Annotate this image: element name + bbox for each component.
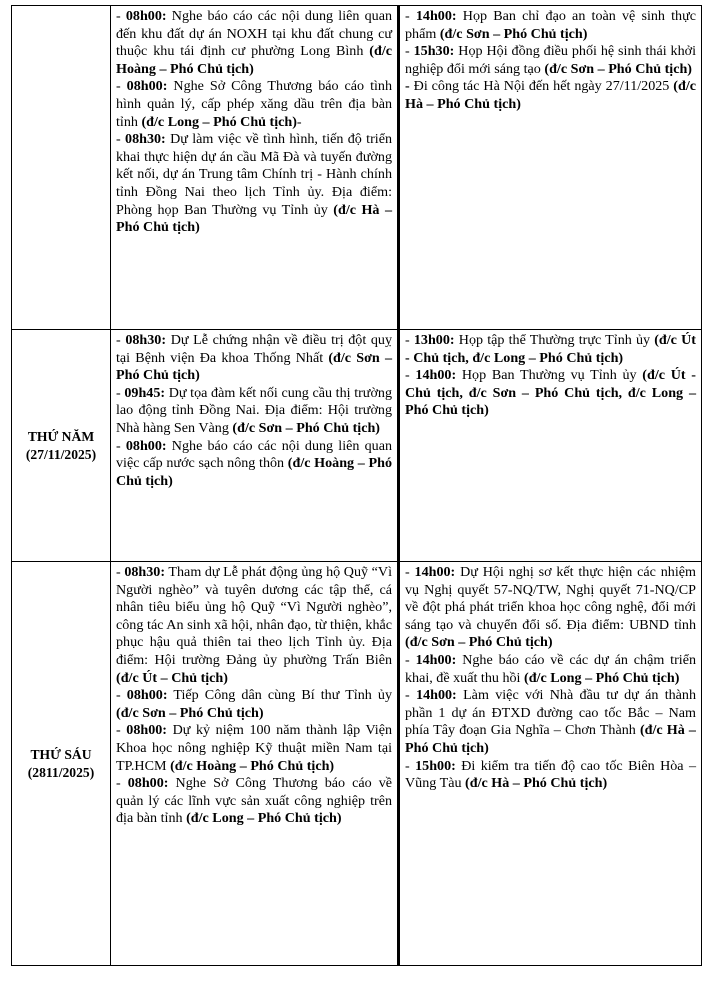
entry-person: (đ/c Út - Chủ tịch, đ/c Sơn – Phó Chủ tịch, đ/c Long – Phó Chủ tịch) [405, 367, 696, 419]
entry-text: Họp Hội đồng điều phối hệ sinh thái khởi nghiệp đổi mới sáng tạo [405, 43, 696, 77]
entry-person: (đ/c Long – Phó Chủ tịch) [524, 669, 680, 686]
schedule-entry [116, 385, 392, 438]
entry-time: 08h00: [127, 775, 169, 792]
schedule-entry [405, 564, 696, 652]
entry-dash: - [116, 131, 126, 148]
entry-time: 08h00: [126, 78, 168, 95]
entry-text: Nghe Sở Công Thương báo cáo tình hình quản lý, cấp phép xăng dầu trên địa bàn tỉnh [116, 78, 393, 130]
entry-dash: - [116, 687, 127, 704]
entry-tail: - [296, 113, 302, 130]
schedule-entry [405, 758, 696, 793]
entry-text: Dự kỷ niệm 100 năm thành lập Viện Khoa học nông nghiệp Kỹ thuật miền Nam tại TP.HCM [116, 722, 392, 774]
entry-text: Đi kiểm tra tiến độ cao tốc Biên Hòa – Vũng Tàu [405, 757, 697, 792]
entry-dash: - [116, 332, 126, 348]
schedule-entry [116, 8, 392, 78]
entry-text: Tham dự Lễ phát động ủng hộ Quỹ “Vì Người nghèo” và tuyên dương các tập thể, cá nhân tiêu biểu ủng hộ Quỹ “Vì Người nghèo”, công tác An sinh xã hội, nhân đạo, từ thiện, khắc phục hậu quả thiên tai theo lịch Tỉnh ủy. Địa điểm: Hội trường Đảng ủy phường Trấn Biên [116, 564, 393, 668]
entry-time: 08h00: [126, 722, 168, 739]
entry-dash: - [405, 757, 416, 774]
schedule-entry [405, 652, 696, 687]
schedule-entry [116, 564, 392, 687]
entry-dash: - [405, 687, 417, 704]
entry-text: Làm việc với Nhà đầu tư dự án thành phần 1 dự án ĐTXD đường cao tốc Bắc – Nam phía Tây đoạn Gia Nghĩa – Chơn Thành [405, 687, 697, 739]
entry-text: Nghe báo cáo các nội dung liên quan việc cấp nước sạch nông thôn [116, 437, 392, 472]
entry-time: 08h00: [125, 8, 167, 24]
entry-dash: - [405, 332, 414, 348]
entry-text: Họp tập thể Thường trực Tỉnh ủy [458, 332, 651, 348]
entry-person: (đ/c Hà – Phó Chủ tịch) [405, 722, 696, 756]
schedule-entry [116, 131, 392, 237]
afternoon-cell [399, 6, 702, 330]
schedule-table [11, 5, 702, 966]
entry-dash: - [116, 722, 127, 739]
entry-dash: - [116, 564, 125, 580]
day-date: (2811/2025) [27, 764, 95, 780]
day-name: THỨ SÁU [30, 746, 92, 762]
entry-person: (đ/c Sơn – Phó Chủ tịch) [544, 60, 692, 77]
entry-person: (đ/c Sơn – Phó Chủ tịch) [116, 704, 264, 721]
entry-time: 08h00: [125, 437, 167, 454]
entry-text: Dự Hội nghị sơ kết thực hiện các nhiệm vụ Nghị quyết 57-NQ/TW, Nghị quyết 71-NQ/CP về đột phá phát triển khoa học công nghệ, đổi mới sáng tạo và chuyển đổi số. Địa điểm: UBND tỉnh [405, 564, 696, 633]
schedule-row [12, 330, 702, 562]
entry-dash: - [116, 8, 126, 24]
entry-time: 08h30: [125, 131, 166, 148]
schedule-entry [116, 722, 392, 775]
entry-time: 08h00: [126, 687, 168, 704]
entry-person: (đ/c Út – Chủ tịch) [116, 669, 228, 686]
entry-person: (đ/c Hoàng – Phó Chủ tịch) [116, 455, 392, 489]
entry-text: Nghe báo cáo về các dự án chậm triển khai, đề xuất thu hồi [405, 651, 697, 686]
entry-dash: - [116, 775, 128, 792]
morning-cell [111, 6, 399, 330]
entry-time: 09h45: [124, 384, 166, 401]
entry-text: Dự làm việc về tình hình, tiến độ triển khai thực hiện dự án cầu Mã Đà và tuyến đường kết nối, dự án Trung tâm Chính trị - Hành chính tỉnh Đồng Nai theo lịch Tỉnh ủy. Địa điểm: Phòng họp Ban Thường vụ Tỉnh ủy [116, 131, 392, 218]
entry-dash: - [405, 8, 416, 24]
entry-time: 14h00: [414, 564, 456, 580]
entry-person: (đ/c Hà – Phó Chủ tịch) [405, 78, 696, 112]
morning-cell [111, 562, 399, 966]
entry-text: Nghe Sở Công Thương báo cáo về quản lý các lĩnh vực sản xuất công nghiệp trên địa bàn tỉnh [116, 775, 393, 827]
schedule-row [12, 562, 702, 966]
day-cell [12, 330, 111, 562]
entry-dash: - [405, 564, 415, 580]
day-date: (27/11/2025) [25, 446, 97, 462]
morning-cell [111, 330, 399, 562]
entry-person: (đ/c Út - Chủ tịch, đ/c Long – Phó Chủ tịch) [405, 332, 696, 366]
schedule-entry [405, 332, 696, 367]
schedule-entry [116, 332, 392, 385]
entry-text: Họp Ban chỉ đạo an toàn vệ sinh thực phẩm [405, 8, 696, 42]
schedule-entry [405, 687, 696, 757]
entry-person: (đ/c Sơn – Phó Chủ tịch) [116, 349, 392, 384]
entry-text: Nghe báo cáo các nội dung liên quan đến khu đất dự án NOXH tại khu đất chung cư thuộc khu tái định cư phường Long Bình [116, 8, 392, 60]
entry-time: 08h30: [125, 332, 167, 348]
entry-time: 14h00: [415, 367, 457, 384]
entry-text: Dự tọa đàm kết nối cung cầu thị trường lao động tỉnh Đồng Nai. Địa điểm: Hội trường Nhà hàng Sen Vàng [116, 384, 392, 436]
entry-dash: - [405, 367, 416, 384]
entry-text: Họp Ban Thường vụ Tỉnh ủy [461, 367, 637, 384]
schedule-body [12, 6, 702, 966]
day-cell [12, 562, 111, 966]
schedule-entry [116, 775, 392, 828]
entry-person: (đ/c Sơn – Phó Chủ tịch) [232, 419, 380, 436]
entry-person: (đ/c Sơn – Phó Chủ tịch) [405, 634, 553, 651]
afternoon-cell [399, 562, 702, 966]
entry-dash: - [405, 43, 414, 60]
entry-time: 14h00: [416, 687, 457, 704]
day-cell [12, 6, 111, 330]
entry-text: Dự Lễ chứng nhận về điều trị đột quỵ tại Bệnh viện Đa khoa Thống Nhất [116, 332, 393, 366]
schedule-entry [405, 367, 696, 420]
entry-person: (đ/c Long – Phó Chủ tịch) [186, 810, 342, 827]
entry-dash-bold: - [405, 78, 414, 95]
entry-person: (đ/c Hoàng – Phó Chủ tịch) [170, 757, 335, 774]
entry-time: 15h30: [413, 43, 455, 60]
entry-person: (đ/c Long – Phó Chủ tịch) [141, 113, 297, 130]
entry-text: Tiếp Công dân cùng Bí thư Tỉnh ủy [173, 687, 392, 704]
schedule-entry [116, 78, 392, 131]
entry-dash: - [116, 78, 127, 95]
entry-dash: - [405, 651, 416, 668]
entry-person: (đ/c Hà – Phó Chủ tịch) [116, 201, 392, 236]
schedule-row [12, 6, 702, 330]
entry-text: Đi công tác Hà Nội đến hết ngày 27/11/2025 [413, 78, 670, 95]
entry-time: 15h00: [415, 757, 456, 774]
entry-dash: - [116, 384, 125, 401]
entry-time: 14h00: [415, 8, 457, 24]
day-name: THỨ NĂM [27, 428, 95, 444]
entry-time: 08h30: [124, 564, 166, 580]
entry-person: (đ/c Sơn – Phó Chủ tịch) [439, 25, 588, 42]
schedule-entry [405, 8, 696, 43]
entry-dash: - [116, 437, 126, 454]
entry-person: (đ/c Hoàng – Phó Chủ tịch) [116, 43, 392, 77]
schedule-entry [116, 438, 392, 491]
schedule-entry [405, 78, 696, 113]
entry-time: 14h00: [415, 651, 457, 668]
entry-time: 13h00: [413, 332, 455, 348]
entry-person: (đ/c Hà – Phó Chủ tịch) [465, 775, 608, 792]
schedule-entry [405, 43, 696, 78]
afternoon-cell [399, 330, 702, 562]
schedule-entry [116, 687, 392, 722]
